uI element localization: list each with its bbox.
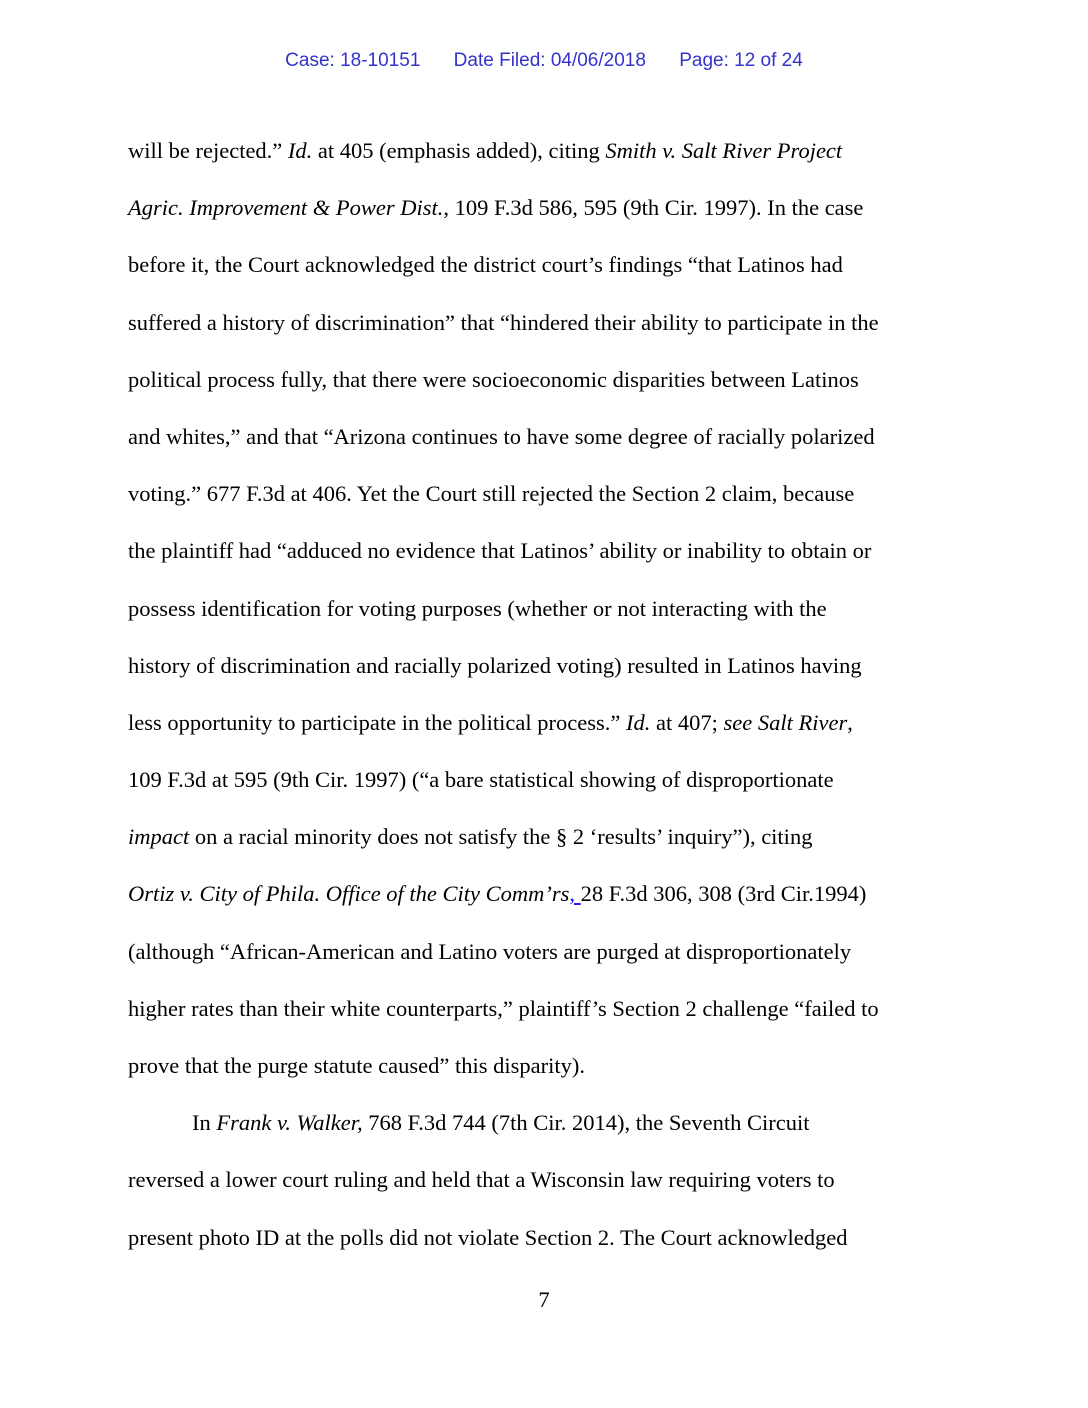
text-segment: , 109 F.3d 586, 595 (9th Cir. 1997). In the case (443, 195, 864, 221)
italic-citation: Id. (626, 709, 651, 735)
italic-citation: Frank v. Walker, (216, 1110, 363, 1136)
text-line (128, 808, 968, 865)
text-segment: and whites,” and that “Arizona continues to have some degree of racially polarized (128, 423, 875, 449)
text-segment: voting.” 677 F.3d at 406. Yet the Court still rejected the Section 2 claim, because (128, 481, 855, 507)
text-line (128, 522, 968, 579)
text-segment: will be rejected.” (128, 138, 288, 163)
italic-citation: see Salt River (723, 709, 848, 735)
text-segment: , (847, 709, 853, 735)
text-line (128, 865, 968, 922)
text-segment: on a racial minority does not satisfy the § 2 ‘results’ inquiry”), citing (189, 824, 813, 850)
text-segment: higher rates than their white counterparts,” plaintiff’s Section 2 challenge “failed to (128, 995, 879, 1021)
text-line (128, 751, 968, 808)
text-segment: present photo ID at the polls did not violate Section 2. The Court acknowledged (128, 1224, 848, 1250)
text-segment: political process fully, that there were socioeconomic disparities between Latinos (128, 366, 859, 392)
text-segment: suffered a history of discrimination” that “hindered their ability to participate in the (128, 309, 879, 335)
text-segment: at 405 (emphasis added), citing (312, 138, 606, 163)
text-line (128, 1094, 968, 1151)
text-line (128, 580, 968, 637)
text-line (128, 179, 968, 236)
text-segment: 768 F.3d 744 (7th Cir. 2014), the Seventh Circuit (362, 1110, 810, 1136)
case-header (0, 50, 1088, 72)
text-line (128, 408, 968, 465)
text-segment: 109 F.3d at 595 (9th Cir. 1997) (“a bare statistical showing of disproportionate (128, 767, 834, 793)
text-segment: the plaintiff had “adduced no evidence that Latinos’ ability or inability to obtain or (128, 538, 872, 564)
text-line (128, 637, 968, 694)
text-line (128, 1037, 968, 1094)
case-number: Case: 18-10151 (285, 50, 421, 71)
italic-citation: Id. (287, 138, 313, 163)
text-segment: In (192, 1110, 217, 1136)
text-segment: (although “African-American and Latino voters are purged at disproportionately (128, 938, 852, 964)
page-indicator: Page: 12 of 24 (679, 50, 803, 71)
page-number: 7 (538, 1287, 550, 1312)
text-segment: 28 F.3d 306, 308 (3rd Cir.1994) (580, 881, 867, 907)
text-line (128, 465, 968, 522)
italic-citation: impact (128, 824, 190, 850)
document-body (128, 122, 968, 1266)
text-line (128, 351, 968, 408)
text-line (128, 1151, 968, 1208)
italic-citation: Smith v. Salt River Project (605, 138, 843, 163)
text-line (128, 236, 968, 293)
text-segment: reversed a lower court ruling and held that a Wisconsin law requiring voters to (128, 1167, 835, 1193)
text-segment: history of discrimination and racially polarized voting) resulted in Latinos having (128, 652, 862, 678)
text-line (128, 1209, 968, 1266)
italic-citation: Ortiz v. City of Phila. Office of the City Comm’rs (128, 881, 570, 907)
text-line (128, 980, 968, 1037)
text-segment: possess identification for voting purposes (whether or not interacting with the (128, 595, 827, 621)
text-segment: prove that the purge statute caused” this disparity). (128, 1053, 585, 1078)
text-line (128, 694, 968, 751)
text-segment: at 407; (650, 709, 724, 735)
text-line (128, 923, 968, 980)
italic-citation: Agric. Improvement & Power Dist. (128, 195, 444, 221)
text-segment: less opportunity to participate in the political process.” (128, 709, 626, 735)
date-filed: Date Filed: 04/06/2018 (453, 50, 646, 71)
citation-link[interactable]: , (569, 881, 581, 907)
text-line (128, 122, 968, 179)
text-line (128, 294, 968, 351)
text-segment: before it, the Court acknowledged the district court’s findings “that Latinos had (128, 252, 843, 278)
